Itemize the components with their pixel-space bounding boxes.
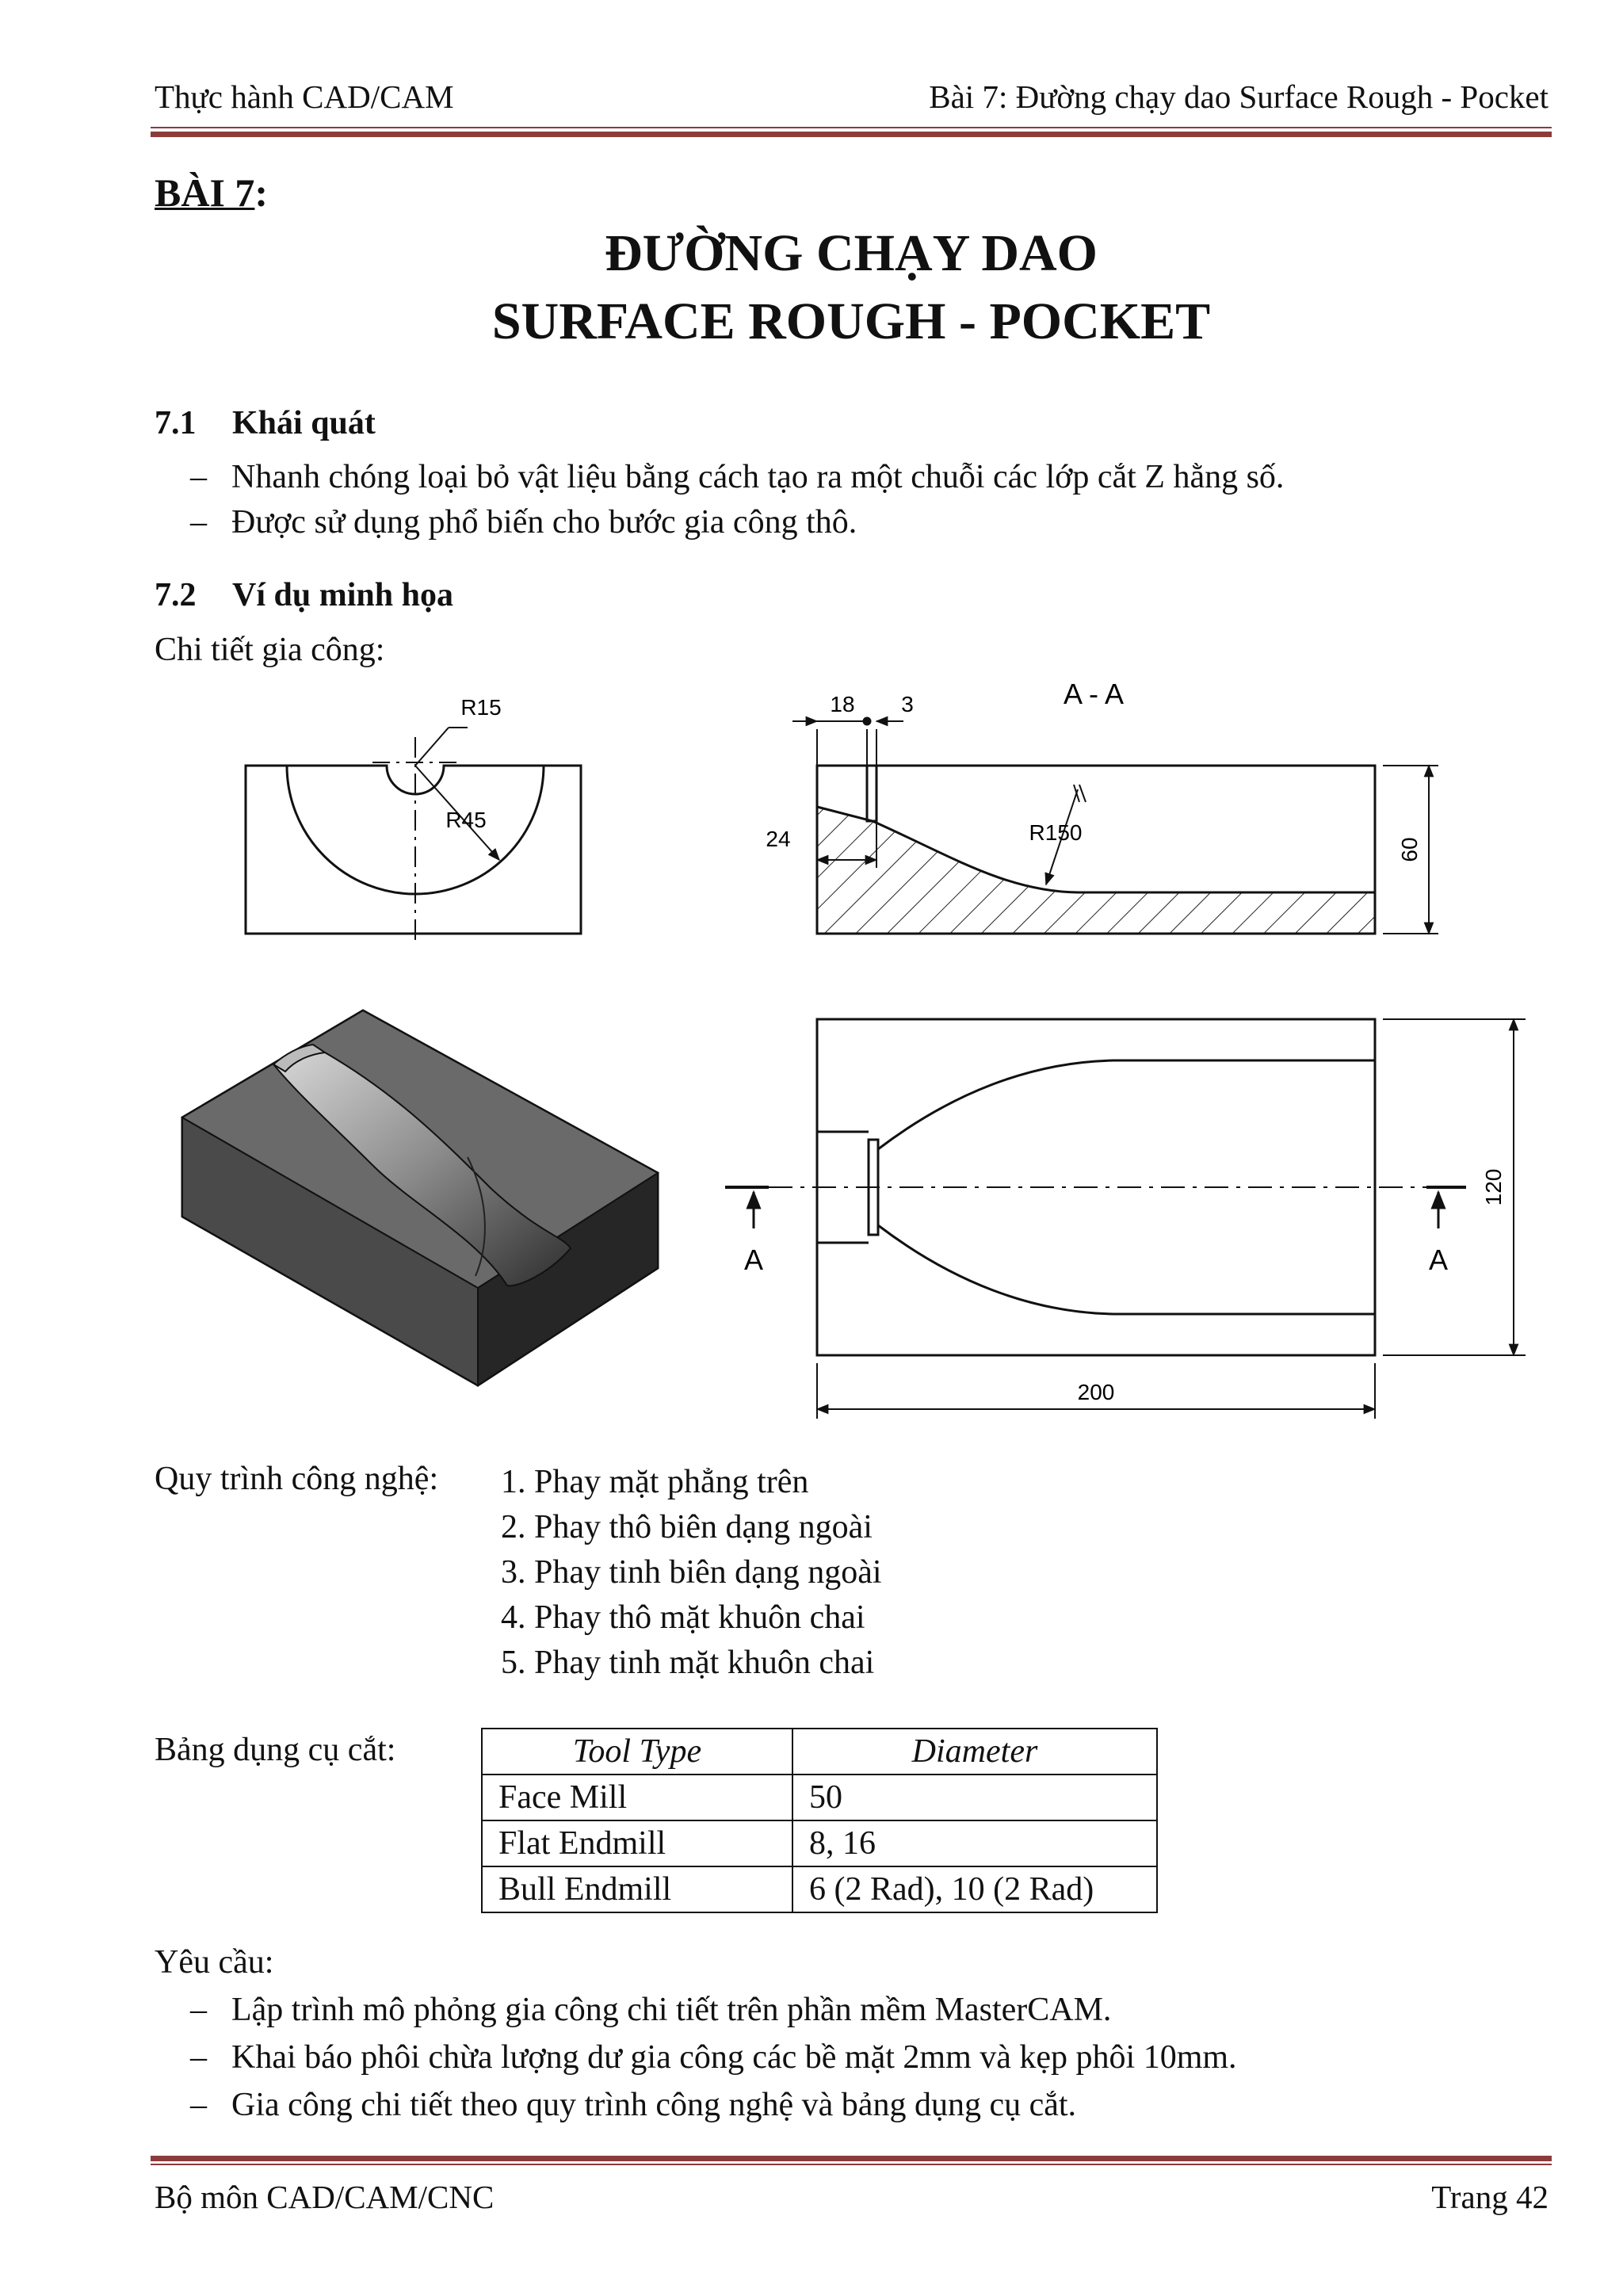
label-r45: R45 <box>445 808 487 832</box>
table-header-row <box>482 1729 1157 1775</box>
process-step: 3. Phay tinh biên dạng ngoài <box>501 1554 882 1591</box>
requirement-bullet-3: – Gia công chi tiết theo quy trình công nghệ và bảng dụng cụ cắt. <box>190 2087 1077 2123</box>
tools-label: Bảng dụng cụ cắt: <box>155 1732 396 1768</box>
lesson-label: BÀI 7: <box>155 170 269 215</box>
part-label: Chi tiết gia công: <box>155 632 385 668</box>
label-section-a-right: A <box>1428 1244 1449 1276</box>
end-view <box>246 728 581 943</box>
table-row <box>482 1820 1157 1866</box>
overview-bullet-1: – Nhanh chóng loại bỏ vật liệu bằng cách tạo ra một chuỗi các lớp cắt Z hằng số. <box>190 459 1285 495</box>
process-step: 5. Phay tinh mặt khuôn chai <box>501 1645 875 1681</box>
process-steps <box>501 1460 882 1686</box>
label-120: 120 <box>1481 1168 1506 1206</box>
process-step: 2. Phay thô biên dạng ngoài <box>501 1509 873 1545</box>
page-number: Trang 42 <box>1431 2179 1549 2215</box>
label-section-aa: A - A <box>1063 678 1125 710</box>
tool-type-cell: Bull Endmill <box>482 1866 792 1912</box>
label-18: 18 <box>830 692 855 716</box>
footer-rule <box>151 2156 1552 2161</box>
technical-drawing <box>0 666 1623 1427</box>
tools-table <box>481 1728 1158 1913</box>
label-r150: R150 <box>1029 820 1083 845</box>
footer-department: Bộ môn CAD/CAM/CNC <box>155 2179 495 2215</box>
label-200: 200 <box>1077 1380 1115 1404</box>
label-section-a-left: A <box>743 1244 764 1276</box>
requirement-bullet-1: – Lập trình mô phỏng gia công chi tiết trên phần mềm MasterCAM. <box>190 1992 1112 2028</box>
plan-view <box>725 1019 1526 1419</box>
diameter-cell: 8, 16 <box>792 1820 1157 1866</box>
table-row <box>482 1775 1157 1820</box>
header-lesson-title: Bài 7: Đường chạy dao Surface Rough - Pocket <box>929 78 1549 115</box>
process-step: 4. Phay thô mặt khuôn chai <box>501 1599 865 1636</box>
section-view <box>792 718 1438 934</box>
label-3: 3 <box>901 692 914 716</box>
section-heading-example: 7.2 Ví dụ minh họa <box>155 577 453 613</box>
tool-type-cell: Face Mill <box>482 1775 792 1820</box>
overview-bullet-2: – Được sử dụng phổ biến cho bước gia công thô. <box>190 504 857 541</box>
diameter-cell: 50 <box>792 1775 1157 1820</box>
label-60: 60 <box>1397 837 1422 862</box>
section-heading-overview: 7.1 Khái quát <box>155 405 376 441</box>
diameter-cell: 6 (2 Rad), 10 (2 Rad) <box>792 1866 1157 1912</box>
header-rule <box>151 132 1552 137</box>
header-rule-thin <box>151 127 1552 128</box>
lesson-title-line2: SURFACE ROUGH - POCKET <box>491 292 1211 350</box>
requirements-label: Yêu cầu: <box>155 1944 274 1981</box>
process-step: 1. Phay mặt phẳng trên <box>501 1464 809 1500</box>
lesson-title-line1: ĐƯỜNG CHẠY DAO <box>604 224 1098 282</box>
label-24: 24 <box>766 827 791 851</box>
header-tool-type: Tool Type <box>482 1729 792 1775</box>
isometric-view <box>182 1010 658 1385</box>
process-label: Quy trình công nghệ: <box>155 1461 439 1497</box>
requirement-bullet-2: – Khai báo phôi chừa lượng dư gia công các bề mặt 2mm và kẹp phôi 10mm. <box>190 2039 1237 2076</box>
footer-rule-thin <box>151 2164 1552 2165</box>
tool-type-cell: Flat Endmill <box>482 1820 792 1866</box>
label-r15: R15 <box>460 695 502 720</box>
header-course-title: Thực hành CAD/CAM <box>155 78 454 115</box>
table-row <box>482 1866 1157 1912</box>
header-diameter: Diameter <box>792 1729 1157 1775</box>
